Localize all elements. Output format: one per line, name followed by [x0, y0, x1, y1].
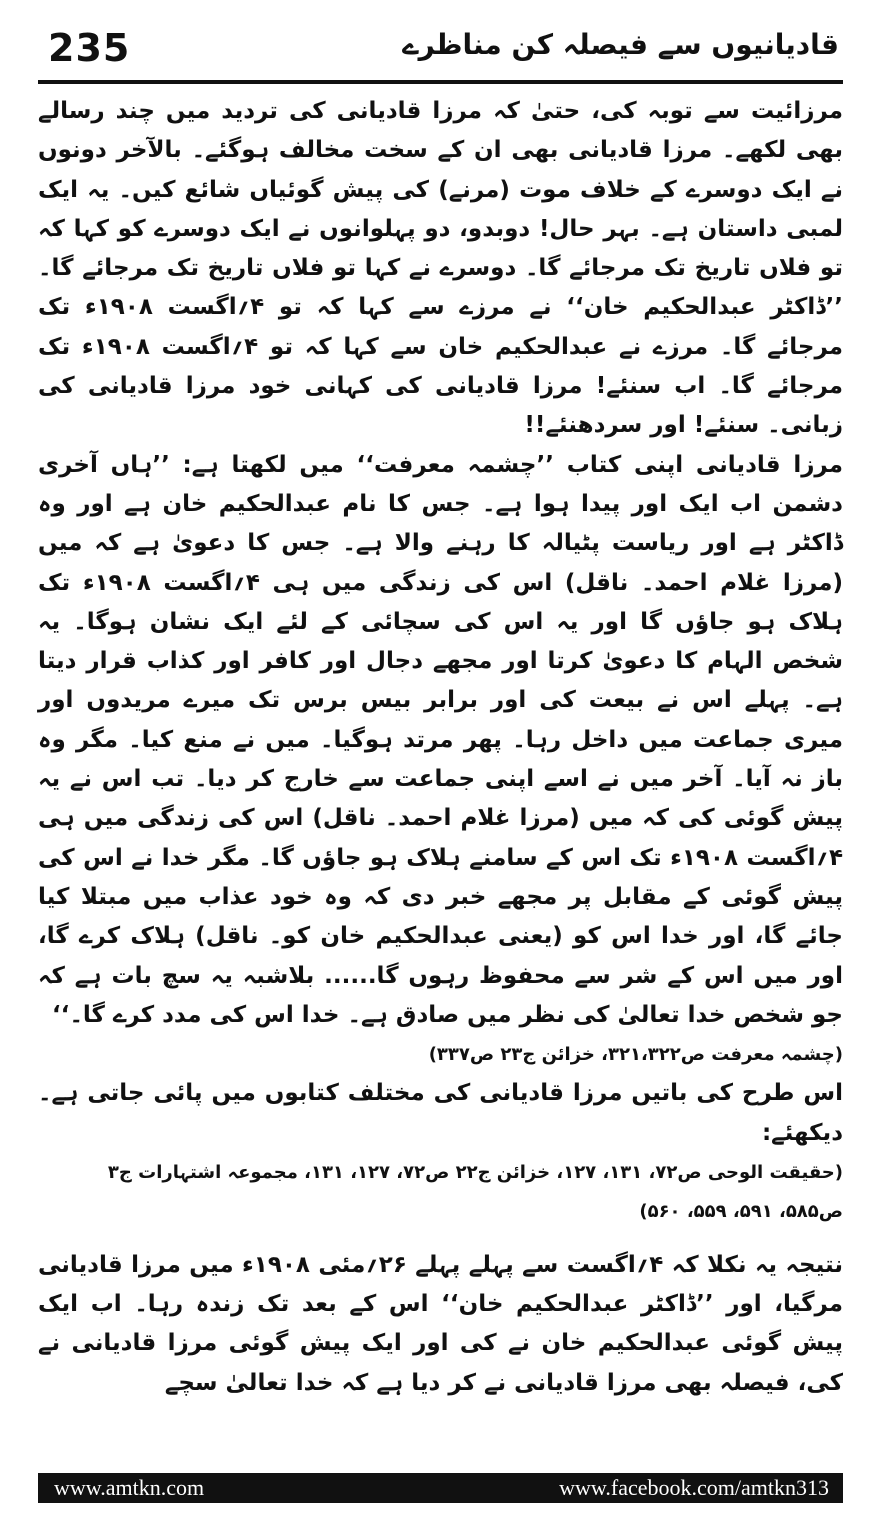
running-title: قادیانیوں سے فیصلہ کن مناظرے [402, 28, 839, 61]
citation-1: (چشمہ معرفت ص۳۲۱،۳۲۲، خزائن ج۲۳ ص۳۳۷) [428, 1044, 843, 1066]
page-header [38, 22, 843, 80]
paragraph-3: اس طرح کی باتیں مرزا قادیانی کی مختلف کتابوں میں پائی جاتی ہے۔ دیکھئے: [38, 1080, 843, 1146]
website-link[interactable]: www.amtkn.com [54, 1475, 205, 1500]
spacer [38, 1232, 843, 1246]
page-body [38, 92, 843, 1451]
paragraph-2: مرزا قادیانی اپنی کتاب ’’چشمہ معرفت‘‘ میں لکھتا ہے: ’’ہاں آخری دشمن اب ایک اور پیدا ہوا ہے۔ جس کا نام عبدالحکیم خان ہے اور وہ ڈاکٹر ہے اور ریاست پٹیالہ کا رہنے والا ہے۔ جس کا دعویٰ ہے کہ میں (مرزا غلام احمد۔ ناقل) اس کی زندگی میں ہی ۴؍اگست ۱۹۰۸ء تک ہلاک ہو جاؤں گا اور یہ اس کی سچائی کے لئے ایک نشان ہوگا۔ یہ شخص الہام کا دعویٰ کرتا اور مجھے دجال اور کافر اور کذاب قرار دیتا ہے۔ پہلے اس نے بیعت کی اور برابر بیس برس تک میرے مریدوں اور میری جماعت میں داخل رہا۔ پھر مرتد ہوگیا۔ میں نے منع کیا۔ مگر وہ باز نہ آیا۔ آخر میں نے اسے اپنی جماعت سے خارج کر دیا۔ تب اس نے یہ پیش گوئی کی کہ میں (مرزا غلام احمد۔ ناقل) اس کی زندگی میں ہی ۴؍اگست ۱۹۰۸ء تک اس کے سامنے ہلاک ہو جاؤں گا۔ مگر خدا نے اس کی پیش گوئی کے مقابل پر مجھے خبر دی کہ وہ خود عذاب میں مبتلا کیا جائے گا، اور خدا اس کو (یعنی عبدالحکیم خان کو۔ ناقل) ہلاک کرے گا، اور میں اس کے شر سے محفوظ رہوں گا...... بلاشبہ یہ سچ بات ہے کہ جو شخص خدا تعالیٰ کی نظر میں صادق ہے۔ خدا اس کی مدد کرے گا۔‘‘ [38, 451, 844, 1028]
paragraph-1: مرزائیت سے توبہ کی، حتیٰ کہ مرزا قادیانی کی تردید میں چند رسالے بھی لکھے۔ مرزا قادیانی بھی ان کے سخت مخالف ہوگئے۔ بالآخر دونوں نے ایک دوسرے کے خلاف موت (مرنے) کی پیش گوئیاں شائع کیں۔ یہ ایک لمبی داستان ہے۔ بہر حال! دوبدو، دو پہلوانوں نے ایک دوسرے کو کہا کہ تو فلاں تاریخ تک مرجائے گا۔ دوسرے نے کہا تو فلاں تاریخ تک مرجائے گا۔ ’’ڈاکٹر عبدالحکیم خان‘‘ نے مرزے سے کہا کہ تو ۴؍اگست ۱۹۰۸ء تک مرجائے گا۔ مرزے نے عبدالحکیم خان سے کہا کہ تو ۴؍اگست ۱۹۰۸ء تک مرجائے گا۔ اب سنئے! مرزا قادیانی کی کہانی خود مرزا قادیانی کی زبانی۔ سنئے! اور سردھنئے!! [38, 98, 844, 439]
page-footer [38, 1473, 843, 1503]
facebook-link[interactable]: www.facebook.com/amtkn313 [559, 1475, 829, 1500]
paragraph-4: نتیجہ یہ نکلا کہ ۴؍اگست سے پہلے پہلے ۲۶؍مئی ۱۹۰۸ء میں مرزا قادیانی مرگیا، اور ’’ڈاکٹر عبدالحکیم خان‘‘ اس کے بعد تک زندہ رہا۔ اب ایک پیش گوئی عبدالحکیم خان نے کی اور ایک پیش گوئی مرزا قادیانی نے کی، فیصلہ بھی مرزا قادیانی نے کر دیا ہے کہ خدا تعالیٰ سچے [38, 1251, 843, 1396]
citation-2: (حقیقت الوحی ص۷۲، ۱۳۱، ۱۲۷، خزائن ج۲۲ ص۷۲، ۱۲۷، ۱۳۱، مجموعہ اشتہارات ج۳ ص۵۸۵، ۵۹۱، ۵۵۹، ۵۶۰) [107, 1162, 843, 1223]
page-number: 235 [48, 26, 131, 70]
header-divider [38, 80, 843, 84]
